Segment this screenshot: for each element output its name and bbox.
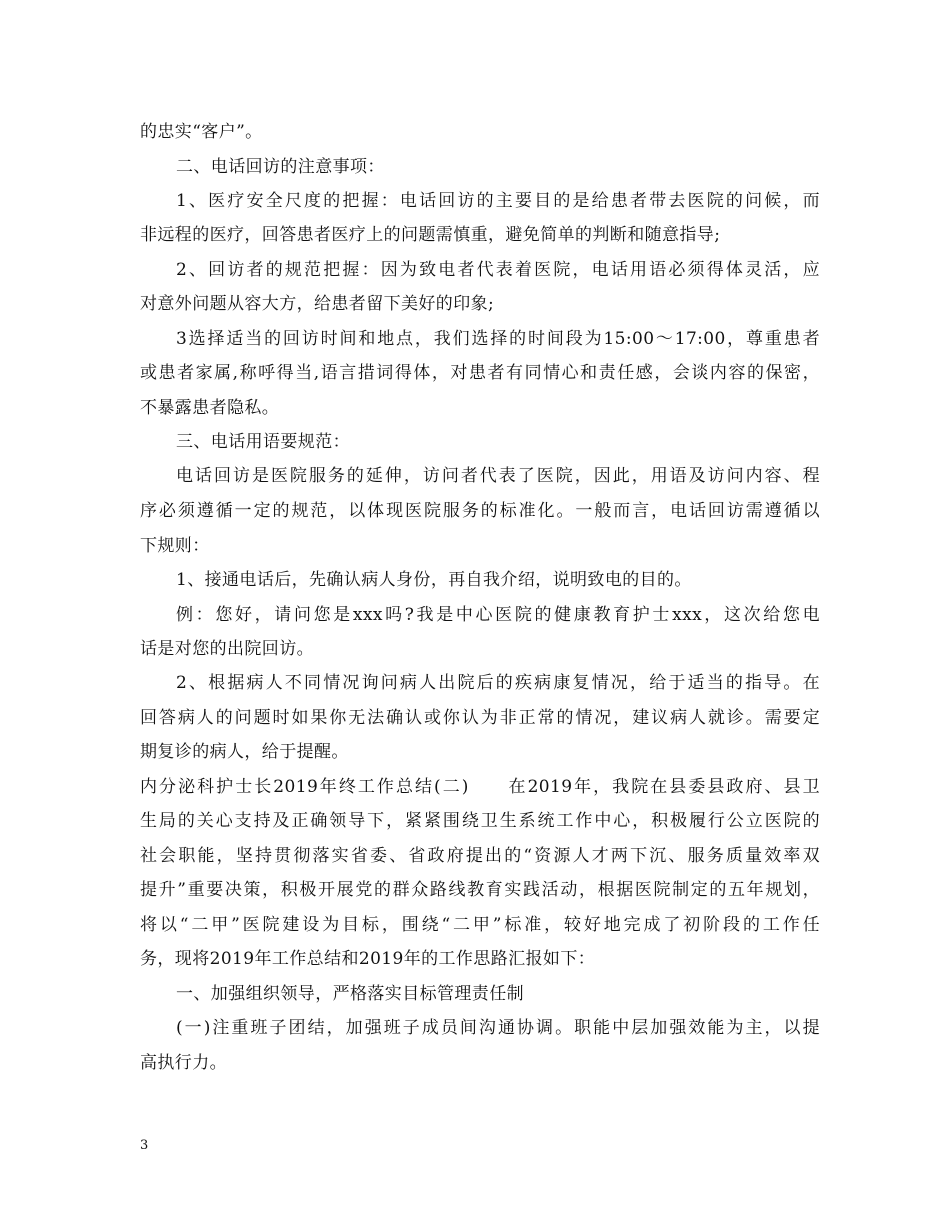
- section-heading: 一、加强组织领导，严格落实目标管理责任制: [176, 984, 524, 1004]
- text-line: 1、接通电话后，先确认病人身份，再自我介绍，说明致电的目的。: [176, 570, 692, 590]
- text-line: 下规则：: [140, 536, 210, 556]
- text-line: 务，现将2019年工作总结和2019年的工作思路汇报如下：: [140, 949, 596, 969]
- text-line: 社会职能，坚持贯彻落实省委、省政府提出的“资源人才两下沉、服务质量效率双: [140, 846, 820, 866]
- text-line: 电话回访是医院服务的延伸，访问者代表了医院，因此，用语及访问内容、程: [176, 466, 820, 486]
- text-line: 序必须遵循一定的规范，以体现医院服务的标准化。一般而言，电话回访需遵循以: [140, 501, 820, 521]
- page-number: 3: [140, 1138, 149, 1153]
- text-line: 将以“二甲”医院建设为目标，围绕“二甲”标准，较好地完成了初阶段的工作任: [140, 915, 820, 935]
- section-heading: 二、电话回访的注意事项：: [176, 157, 385, 177]
- text-line: (一)注重班子团结，加强班子成员间沟通协调。职能中层加强效能为主，以提: [176, 1018, 820, 1038]
- text-line: 不暴露患者隐私。: [140, 398, 280, 418]
- text-line: 回答病人的问题时如果你无法确认或你认为非正常的情况，建议病人就诊。需要定: [140, 708, 820, 728]
- text-line: 对意外问题从容大方，给患者留下美好的印象;: [140, 294, 495, 314]
- text-line: 话是对您的出院回访。: [140, 639, 314, 659]
- text-line: 内分泌科护士长2019年终工作总结(二) 在2019年，我院在县委县政府、县卫: [140, 777, 820, 797]
- text-line: 高执行力。: [140, 1053, 227, 1073]
- text-line: 期复诊的病人，给于提醒。: [140, 742, 349, 762]
- text-line: 的忠实“客户”。: [140, 122, 263, 142]
- text-line: 1、医疗安全尺度的把握：电话回访的主要目的是给患者带去医院的问候，而: [176, 191, 820, 211]
- text-line: 2、回访者的规范把握：因为致电者代表着医院，电话用语必须得体灵活，应: [176, 260, 820, 280]
- text-line: 提升”重要决策，积极开展党的群众路线教育实践活动，根据医院制定的五年规划，: [140, 880, 820, 900]
- text-line: 例：您好，请问您是xxx吗?我是中心医院的健康教育护士xxx，这次给您电: [176, 605, 820, 625]
- text-line: 生局的关心支持及正确领导下，紧紧围绕卫生系统工作中心，积极履行公立医院的: [140, 811, 820, 831]
- text-line: 2、根据病人不同情况询问病人出院后的疾病康复情况，给于适当的指导。在: [176, 673, 820, 693]
- text-line: 3选择适当的回访时间和地点，我们选择的时间段为15:00～17:00，尊重患者: [176, 329, 820, 349]
- text-line: 非远程的医疗，回答患者医疗上的问题需慎重，避免简单的判断和随意指导;: [140, 225, 721, 245]
- text-line: 或患者家属,称呼得当,语言措词得体，对患者有同情心和责任感，会谈内容的保密，: [140, 363, 820, 383]
- section-heading: 三、电话用语要规范：: [176, 432, 350, 452]
